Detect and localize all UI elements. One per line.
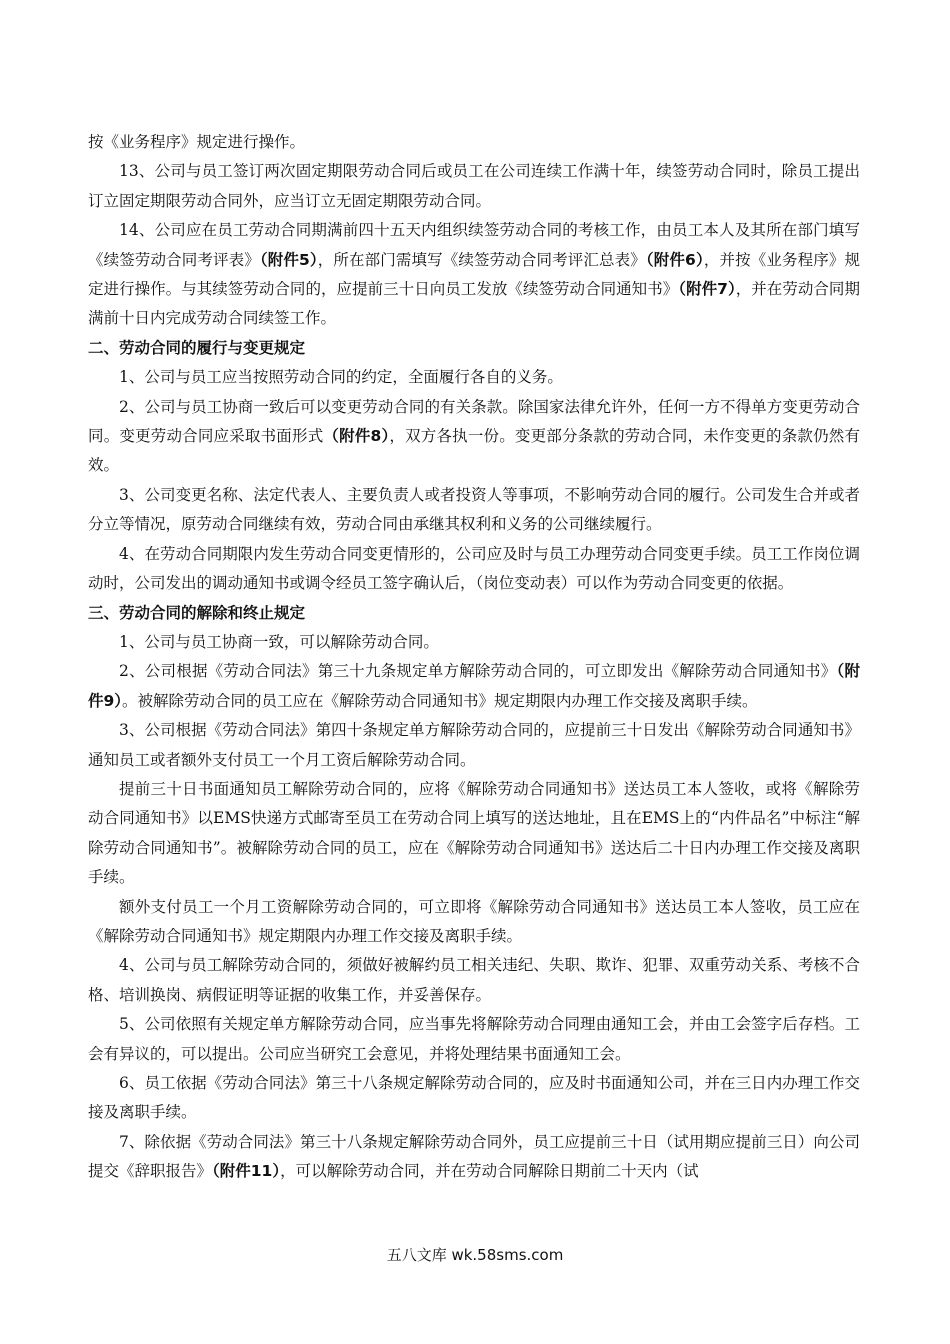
text-segment: ，可以解除劳动合同，并在劳动合同解除日期前二十天内（试 bbox=[280, 1162, 699, 1181]
attachment-ref: （附件6） bbox=[645, 250, 704, 269]
text-segment: 14、公司应在员工劳动合同期满前四十五天内组织续签劳动合同的考核工作，由员工本人及其所在部门填写《续签劳动合同考评表》 bbox=[88, 221, 860, 269]
text-segment: 三、劳动合同的解除和终止规定 bbox=[88, 603, 306, 622]
attachment-ref: （附件5） bbox=[259, 250, 318, 269]
paragraph bbox=[88, 893, 860, 952]
paragraph bbox=[88, 1128, 860, 1187]
text-segment: ，双方各执一份。变更部分条款的劳动合同，未作变更的条款仍然有效。 bbox=[88, 427, 860, 475]
attachment-ref: （附件8） bbox=[323, 427, 390, 446]
attachment-ref: （附件9） bbox=[88, 662, 860, 710]
paragraph bbox=[88, 1069, 860, 1128]
paragraph bbox=[88, 157, 860, 216]
attachment-ref: （附件7） bbox=[678, 280, 736, 299]
text-segment: 。被解除劳动合同的员工应在《解除劳动合同通知书》规定期限内办理工作交接及离职手续。 bbox=[122, 691, 758, 710]
text-segment: ，并在劳动合同期满前十日内完成劳动合同续签工作。 bbox=[88, 280, 860, 328]
text-segment: 5、公司依照有关规定单方解除劳动合同，应当事先将解除劳动合同理由通知工会，并由工会签字后存档。工会有异议的，可以提出。公司应当研究工会意见，并将处理结果书面通知工会。 bbox=[88, 1015, 860, 1063]
text-segment: 4、公司与员工解除劳动合同的，须做好被解约员工相关违纪、失职、欺诈、犯罪、双重劳动关系、考核不合格、培训换岗、病假证明等证据的收集工作，并妥善保存。 bbox=[88, 956, 860, 1004]
paragraph bbox=[88, 481, 860, 540]
paragraph bbox=[88, 951, 860, 1010]
text-segment: 额外支付员工一个月工资解除劳动合同的，可立即将《解除劳动合同通知书》送达员工本人签收，员工应在《解除劳动合同通知书》规定期限内办理工作交接及离职手续。 bbox=[88, 897, 860, 945]
paragraph bbox=[88, 1010, 860, 1069]
paragraph bbox=[88, 628, 860, 657]
text-segment: 提前三十日书面通知员工解除劳动合同的，应将《解除劳动合同通知书》送达员工本人签收，或将《解除劳动合同通知书》以EMS快递方式邮寄至员工在劳动合同上填写的送达地址，且在EMS上的“内件品名”中标注“解除劳动合同通知书”。被解除劳动合同的员工，应在《解除劳动合同通知书》送达后二十日内办理工作交接及离职手续。 bbox=[88, 779, 860, 887]
text-segment: 4、在劳动合同期限内发生劳动合同变更情形的，公司应及时与员工办理劳动合同变更手续。员工工作岗位调动时，公司发出的调动通知书或调令经员工签字确认后，（岗位变动表）可以作为劳动合同变更的依据。 bbox=[88, 544, 860, 593]
text-segment: 7、除依据《劳动合同法》第三十八条规定解除劳动合同外，员工应提前三十日（试用期应提前三日）向公司提交《辞职报告》 bbox=[88, 1132, 860, 1181]
text-segment: ，并按《业务程序》规定进行操作。与其续签劳动合同的，应提前三十日向员工发放《续签劳动合同通知书》 bbox=[88, 250, 860, 299]
text-segment: 3、公司变更名称、法定代表人、主要负责人或者投资人等事项，不影响劳动合同的履行。公司发生合并或者分立等情况，原劳动合同继续有效，劳动合同由承继其权利和义务的公司继续履行。 bbox=[88, 485, 860, 534]
document-body bbox=[88, 128, 860, 1187]
paragraph bbox=[88, 540, 860, 599]
section-heading bbox=[88, 599, 860, 628]
paragraph bbox=[88, 657, 860, 716]
text-segment: 2、公司与员工协商一致后可以变更劳动合同的有关条款。除国家法律允许外，任何一方不得单方变更劳动合同。变更劳动合同应采取书面形式 bbox=[88, 397, 860, 446]
footer-watermark: 五八文库 wk.58sms.com bbox=[386, 1246, 564, 1264]
section-heading bbox=[88, 334, 860, 363]
text-segment: 2、公司根据《劳动合同法》第三十九条规定单方解除劳动合同的，可立即发出《解除劳动合同通知书》 bbox=[119, 662, 837, 681]
text-segment: 3、公司根据《劳动合同法》第四十条规定单方解除劳动合同的，应提前三十日发出《解除劳动合同通知书》通知员工或者额外支付员工一个月工资后解除劳动合同。 bbox=[88, 721, 860, 769]
text-segment: 二、劳动合同的履行与变更规定 bbox=[88, 338, 306, 357]
attachment-ref: （附件11） bbox=[212, 1162, 281, 1181]
text-segment: ，所在部门需填写《续签劳动合同考评汇总表》 bbox=[317, 250, 646, 269]
paragraph bbox=[88, 216, 860, 334]
paragraph bbox=[88, 363, 860, 392]
text-segment: 1、公司与员工协商一致，可以解除劳动合同。 bbox=[119, 632, 439, 651]
text-segment: 按《业务程序》规定进行操作。 bbox=[88, 133, 306, 151]
text-segment: 6、员工依据《劳动合同法》第三十八条规定解除劳动合同的，应及时书面通知公司，并在三日内办理工作交接及离职手续。 bbox=[88, 1074, 860, 1122]
text-segment: 1、公司与员工应当按照劳动合同的约定，全面履行各自的义务。 bbox=[119, 368, 563, 387]
paragraph bbox=[88, 128, 860, 157]
paragraph bbox=[88, 393, 860, 481]
text-segment: 13、公司与员工签订两次固定期限劳动合同后或员工在公司连续工作满十年，续签劳动合同时，除员工提出订立固定期限劳动合同外，应当订立无固定期限劳动合同。 bbox=[88, 162, 860, 210]
paragraph bbox=[88, 716, 860, 775]
paragraph bbox=[88, 775, 860, 893]
